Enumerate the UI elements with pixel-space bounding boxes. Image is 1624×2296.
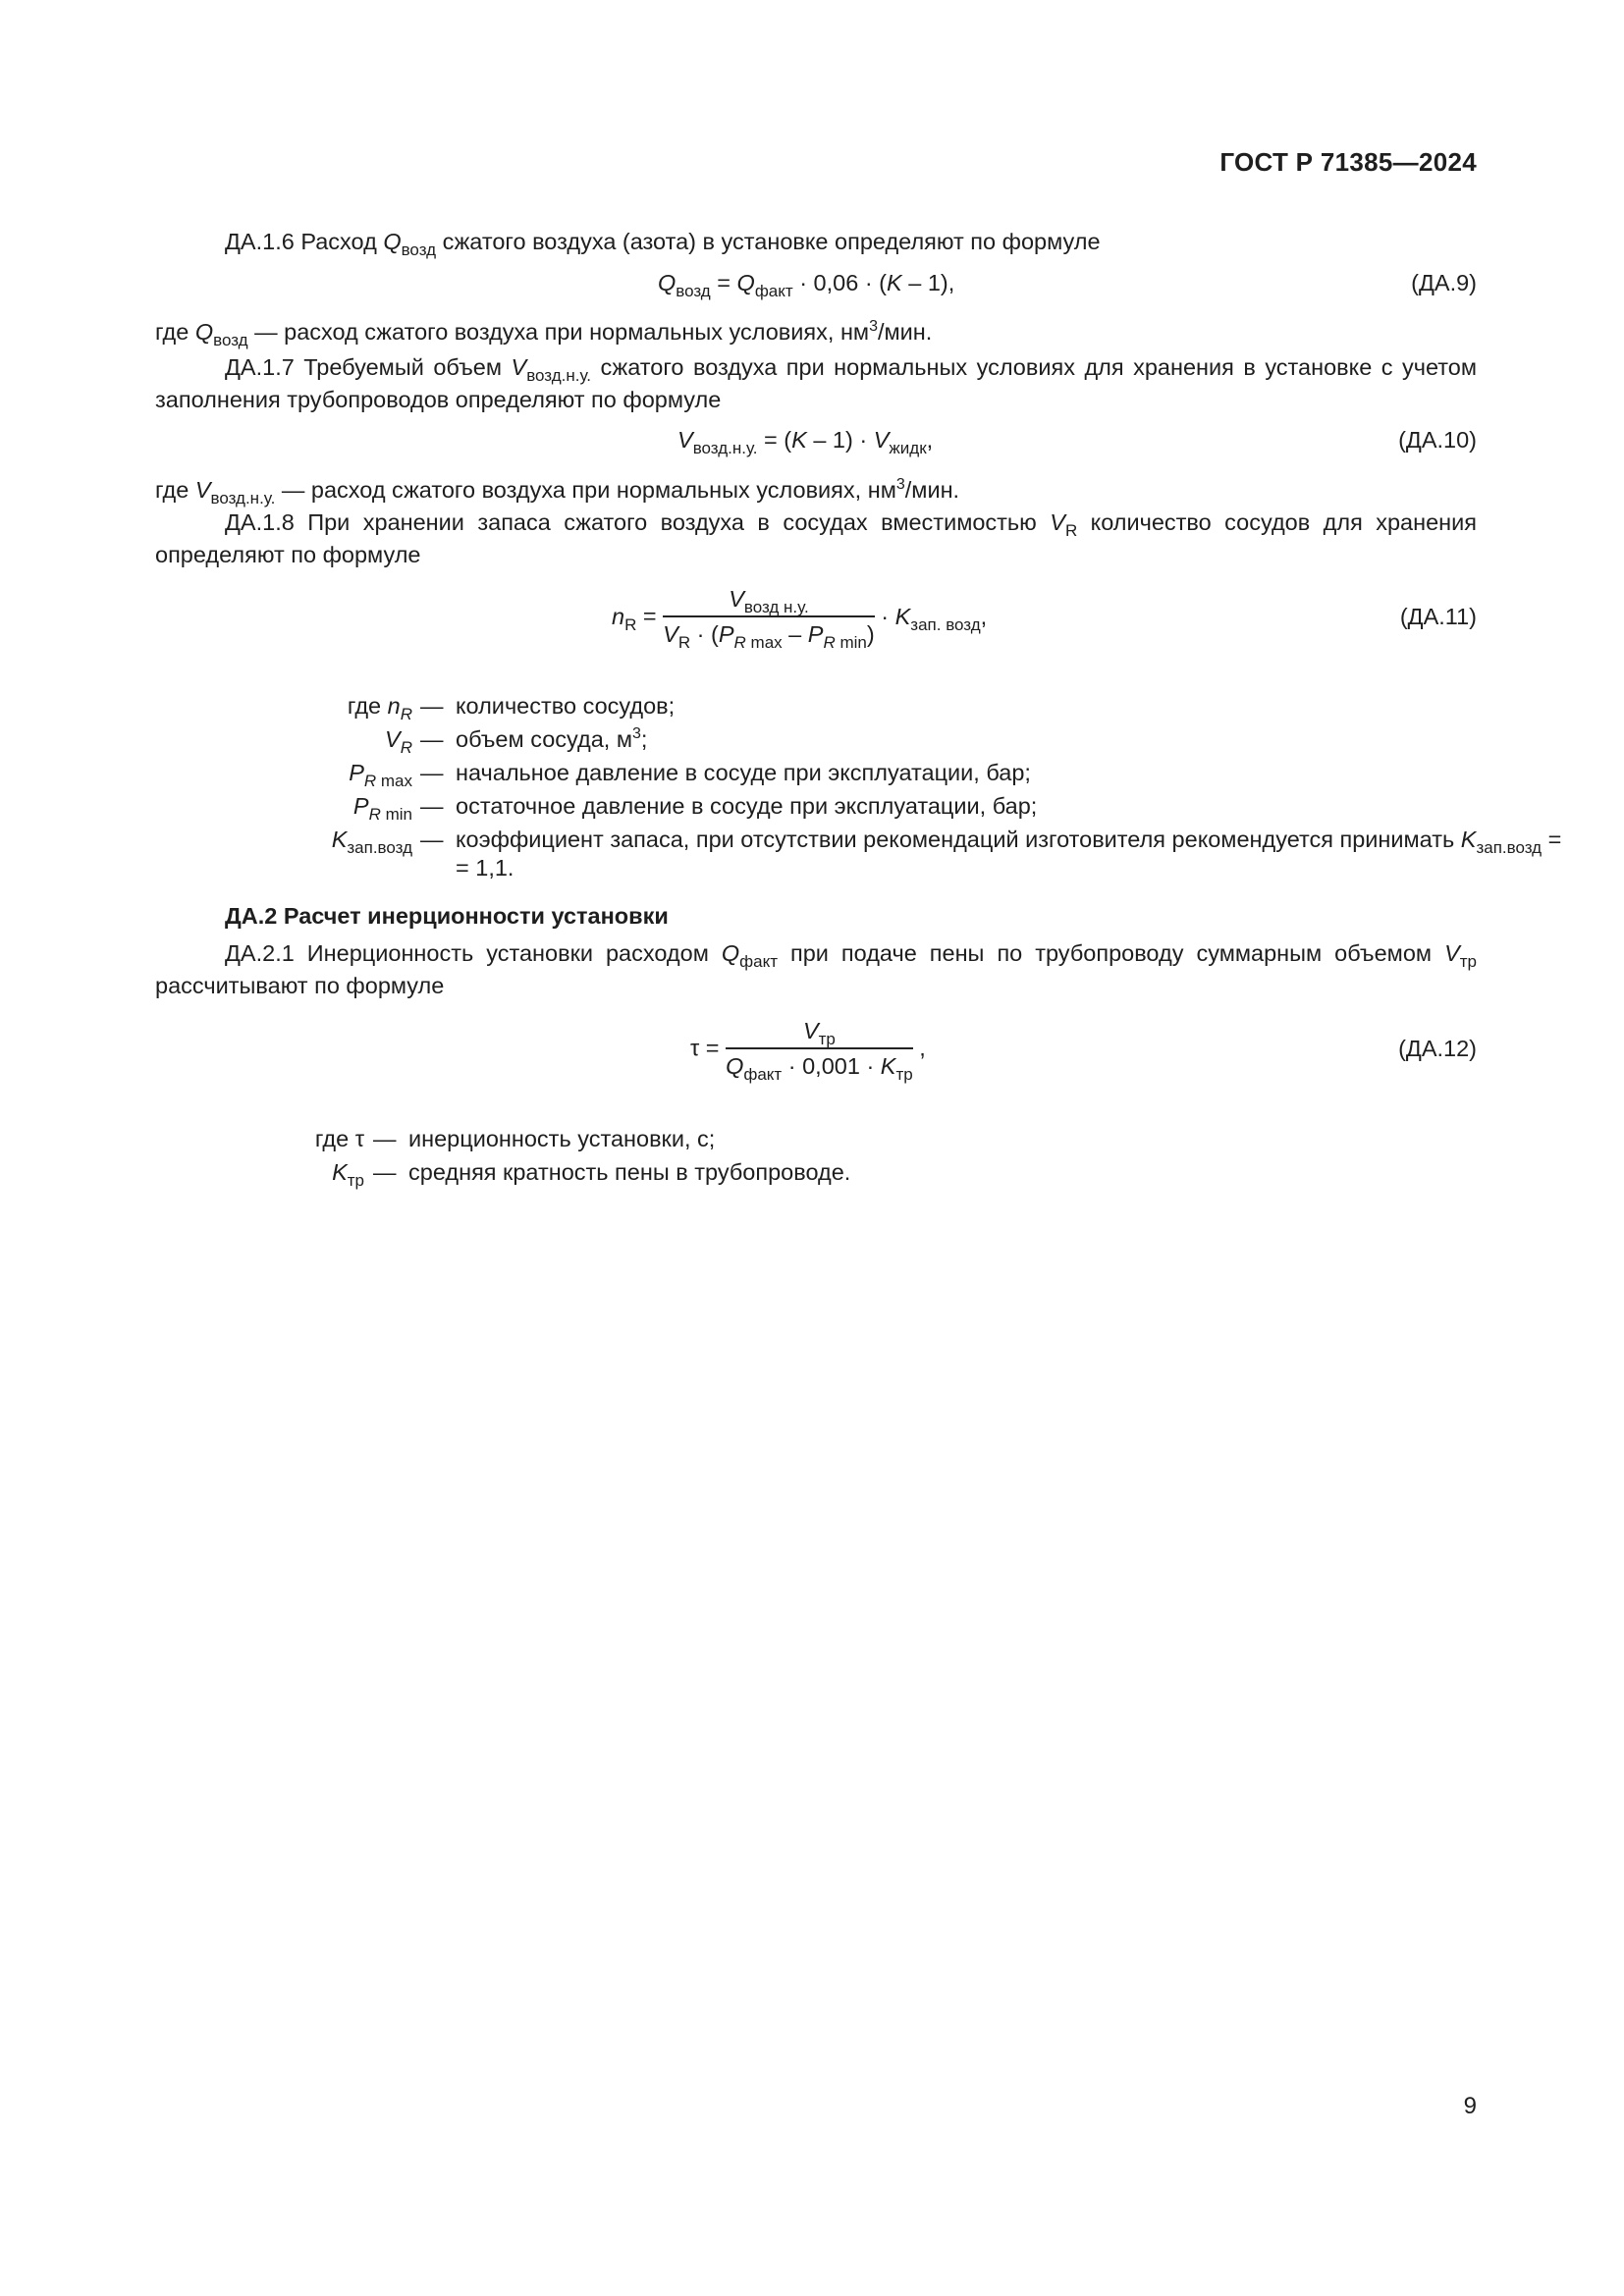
definitions-da-12 — [155, 1122, 1477, 1189]
where-q-vozd: где $Q_{возд}$ — расход сжатого воздуха при нормальных условиях, $нм^3$/мин. — [155, 318, 933, 349]
formula-da-9: $Q_{возд} = Q_{факт} \cdot 0,06 \cdot (K - 1)$, (ДА.9) — [658, 270, 1477, 300]
definition-n-r: где $n_R$ — количество сосудов; — [347, 693, 676, 723]
definition-tau: где τ — инерционность установки, с; — [314, 1126, 716, 1151]
section-heading-da-2: ДА.2 Расчет инерционности установки — [225, 903, 669, 929]
formula-da-12: τ = $\frac{V_{тр}}{Q_{факт} \cdot 0,001 \cdot K_{тр}}$ , (ДА.12) — [690, 1018, 1477, 1084]
paragraph-da-1-8: ДА.1.8 При хранении запаса сжатого воздуха в сосудах вместимостью $V_R$ количество сосудов для хранения определяют по формуле — [155, 509, 1478, 567]
definitions-da-11 — [155, 689, 1562, 885]
where-v-vozd: где $V_{возд.н.у.}$ — расход сжатого воздуха при нормальных условиях, $нм^3$/мин. — [155, 476, 960, 507]
paragraph-da-2-1: ДА.2.1 Инерционность установки расходом $Q_{факт}$ при подаче пены по трубопроводу суммарным объемом $V_{тр}$ рассчитывают по формуле — [155, 940, 1477, 998]
formula-number-da-10: (ДА.10) — [1398, 427, 1477, 453]
definition-v-r: $V_R$ — объем сосуда, $м^3$; — [385, 725, 648, 757]
formula-number-da-9: (ДА.9) — [1411, 270, 1477, 295]
document-code: ГОСТ Р 71385—2024 — [1219, 147, 1477, 177]
formula-number-da-11: (ДА.11) — [1399, 604, 1477, 629]
formula-da-11: $n_R$ = $\frac{V_{возд н.у.}}{V_R \cdot (P_{R max} - P_{R min})}$ · $K_{зап. возд}$, (ДА.11) — [612, 586, 1477, 652]
definition-p-r-max: $P_{R max}$ — начальное давление в сосуде при эксплуатации, бар; — [349, 760, 1031, 790]
page-number: 9 — [1463, 2093, 1477, 2119]
formula-da-10: $V_{возд.н.у.} = (K - 1) \cdot V_{жидк}$, (ДА.10) — [677, 427, 1477, 457]
definition-p-r-min: $P_{R min}$ — остаточное давление в сосуде при эксплуатации, бар; — [352, 793, 1038, 824]
paragraph-da-1-6: ДА.1.6 Расход $Q_{возд}$ сжатого воздуха (азота) в установке определяют по формуле — [225, 229, 1101, 259]
formula-number-da-12: (ДА.12) — [1398, 1036, 1477, 1061]
definition-k-zap-vozd: $K_{зап.возд}$ — коэффициент запаса, при отсутствии рекомендаций изготовителя рекомендуется принимать $K_{зап.возд}$ = — [331, 827, 1562, 857]
definition-k-tr: $K_{тр}$ — средняя кратность пены в трубопроводе. — [332, 1159, 851, 1190]
definition-k-zap-vozd-cont: = 1,1. — [456, 855, 514, 881]
paragraph-da-1-7: ДА.1.7 Требуемый объем $V_{возд.н.у.}$ сжатого воздуха при нормальных условиях для хранения в установке с учетом заполнения трубопроводов определяют по формуле — [155, 354, 1478, 412]
